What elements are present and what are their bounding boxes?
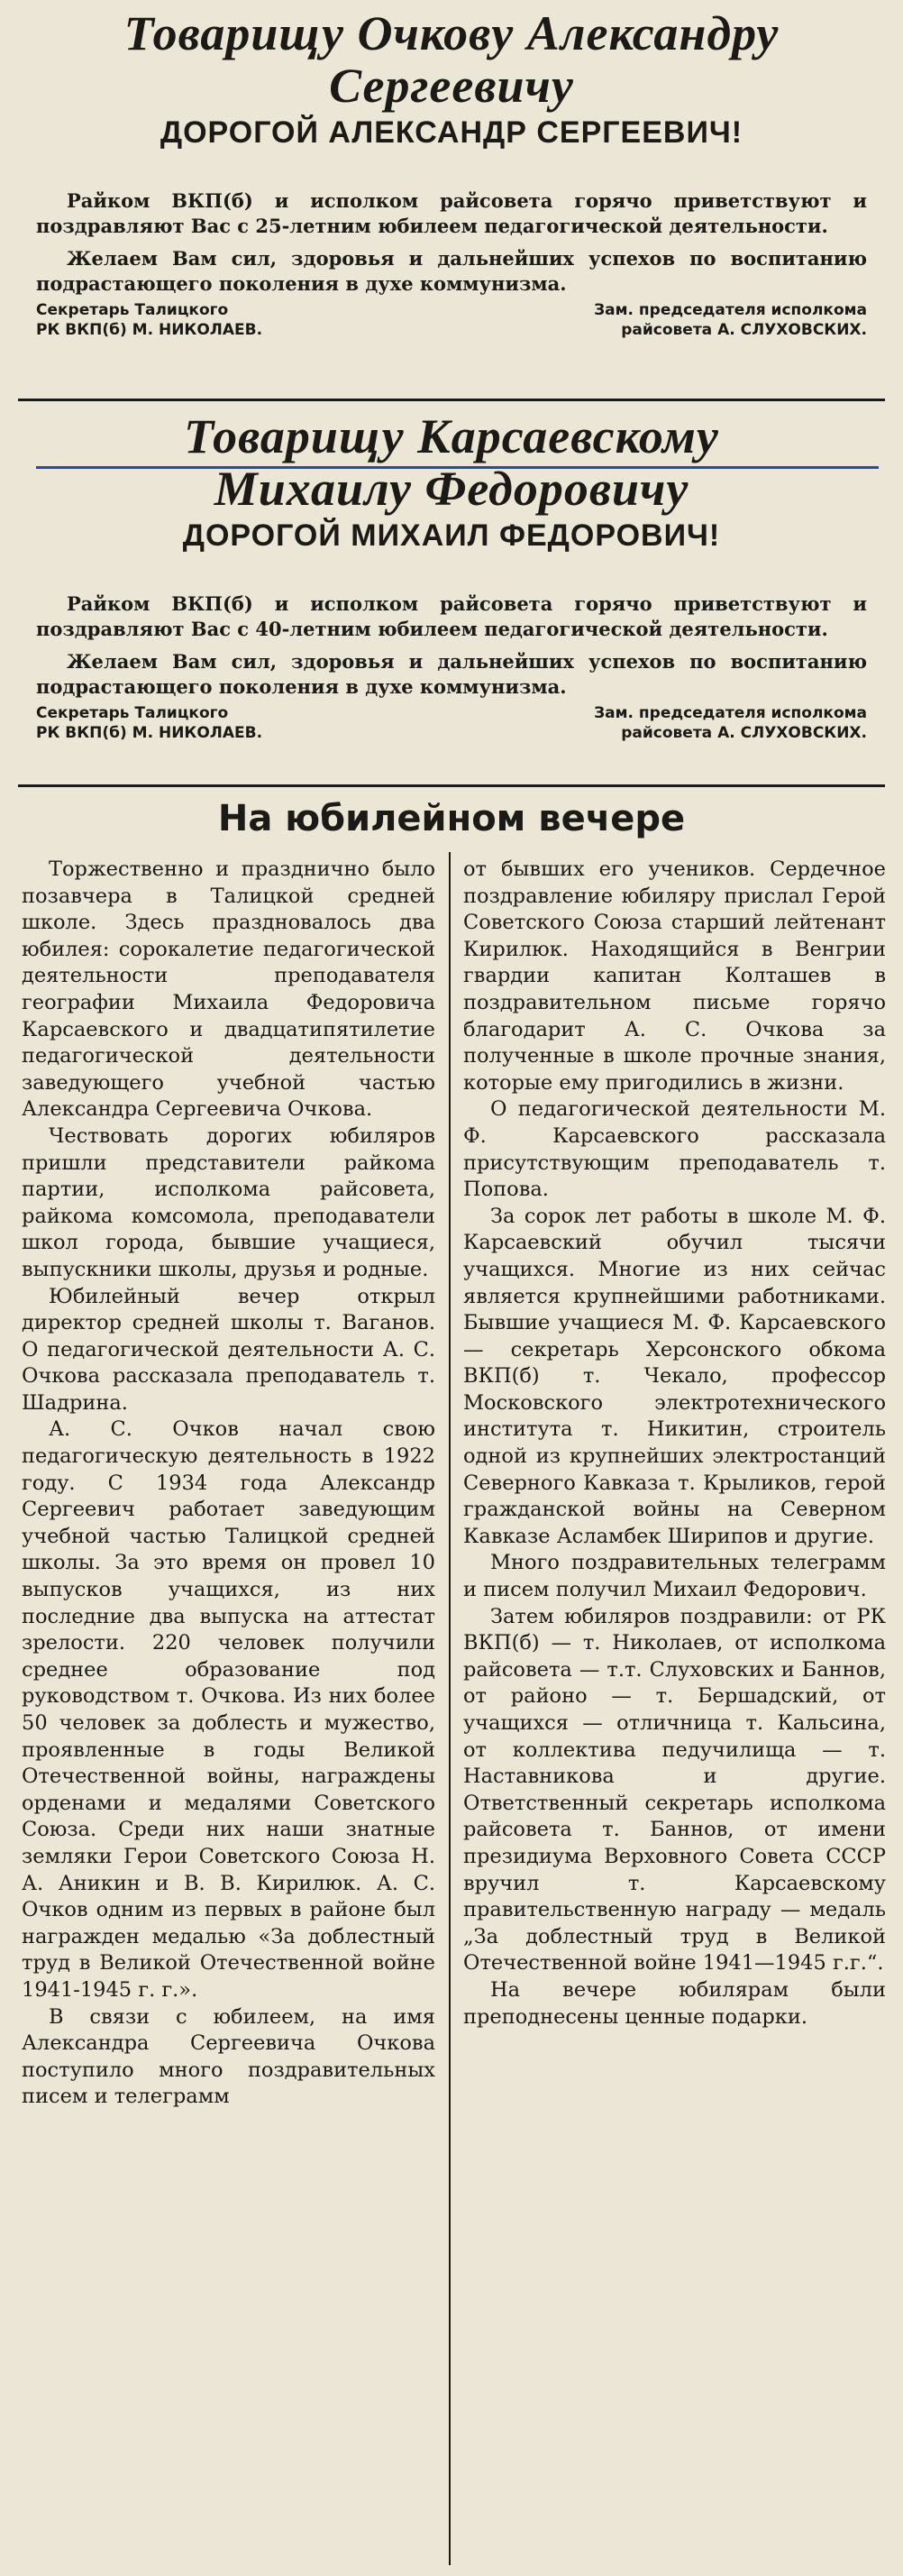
signature-title: Секретарь Талицкого (36, 704, 229, 722)
section-divider (18, 399, 885, 401)
greeting-karsaevsky-salutation: ДОРОГОЙ МИХАИЛ ФЕДОРОВИЧ! (182, 518, 721, 553)
article-paragraph: Юбилейный вечер открыл директор средней школы т. Ваганов. О педагогической деятельности А. С. Очкова рассказала преподаватель т. Шадрина. (22, 1284, 435, 1415)
blue-underline-mark (36, 466, 879, 469)
signature-title: Секретарь Талицкого (36, 301, 229, 319)
greeting-ochkov-title-line1: Товарищу Очкову Александру (123, 6, 780, 60)
article-paragraph: В связи с юбилеем, на имя Александра Сергеевича Очкова поступило много поздравительных писем и телеграмм (22, 2004, 435, 2109)
article-paragraph: Чествовать дорогих юбиляров пришли представители райкома партии, исполкома райсовета, райкома комсомола, преподаватели школ города, бывшие учащиеся, выпускники школы, друзья и родные. (22, 1123, 435, 1281)
greeting-ochkov-body1: Райком ВКП(б) и исполком райсовета горячо приветствуют и поздравляют Вас с 25-летним юбилеем педагогической деятельности. (36, 189, 867, 237)
article-paragraph: О педагогической деятельности М. Ф. Карсаевского рассказала присутствующим преподаватель т. Попова. (463, 1097, 886, 1202)
greeting-ochkov (0, 7, 903, 340)
column-divider (449, 852, 451, 2565)
greeting-ochkov-signature-left (36, 300, 262, 340)
greeting-ochkov-body2: Желаем Вам сил, здоровья и дальнейших успехов по воспитанию подрастающего поколения в духе коммунизма. (36, 247, 867, 295)
greeting-karsaevsky-body1: Райком ВКП(б) и исполком райсовета горячо приветствуют и поздравляют Вас с 40-летним юбилеем педагогической деятельности. (36, 592, 867, 640)
greeting-ochkov-salutation: ДОРОГОЙ АЛЕКСАНДР СЕРГЕЕВИЧ! (160, 115, 743, 150)
article-paragraph: Торжественно и празднично было позавчера в Талицкой средней школе. Здесь праздновалось два юбилея: сорокалетие педагогической деятельности преподавателя географии Михаила Федоровича Карсаевского и двадцатипятилетие педагогической деятельности заведующего учебной частью Александра Сергеевича Очкова. (22, 857, 435, 1122)
signature-name: райсовета А. СЛУХОВСКИХ. (621, 321, 867, 339)
signature-name: райсовета А. СЛУХОВСКИХ. (621, 724, 867, 742)
greeting-karsaevsky-title-line1: Товарищу Карсаевскому (184, 409, 719, 463)
section-divider (18, 784, 885, 787)
article-paragraph: Затем юбиляров поздравили: от РК ВКП(б) — т. Николаев, от исполкома райсовета — т.т. Слуховских и Баннов, от районо — т. Бершадский, от учащихся — отличница т. Кальсина, от коллектива педучилища — т. Наставникова и другие. Ответственный секретарь исполкома райсовета т. Баннов, от имени президиума Верховного Совета СССР вручил т. Карсаевскому правительственную награду — медаль „За доблестный труд в Великой Отечественной войне 1941—1945 г.г.“. (463, 1604, 886, 1976)
signature-title: Зам. председателя исполкома (594, 301, 867, 319)
article-column-right (463, 857, 886, 2031)
article-paragraph: На вечере юбилярам были преподнесены ценные подарки. (463, 1977, 886, 2029)
greeting-karsaevsky-signature-left (36, 703, 262, 743)
article-title: На юбилейном вечере (217, 798, 686, 839)
greeting-ochkov-signature-right (594, 300, 867, 340)
greeting-karsaevsky-signature-right (594, 703, 867, 743)
greeting-karsaevsky (0, 410, 903, 743)
greeting-karsaevsky-body2: Желаем Вам сил, здоровья и дальнейших успехов по воспитанию подрастающего поколения в духе коммунизма. (36, 650, 867, 698)
signature-name: РК ВКП(б) М. НИКОЛАЕВ. (36, 321, 263, 339)
signature-title: Зам. председателя исполкома (594, 704, 867, 722)
article-column-left (22, 857, 435, 2111)
article-paragraph: За сорок лет работы в школе М. Ф. Карсаевский обучил тысячи учащихся. Многие из них сейчас является крупнейшими работниками. Бывшие учащиеся М. Ф. Карсаевского — секретарь Херсонского обкома ВКП(б) т. Чекало, профессор Московского электротехнического института т. Никитин, строитель одной из крупнейших электростанций Северного Кавказа т. Крыликов, герой гражданской войны на Северном Кавказе Асламбек Ширипов и другие. (463, 1204, 886, 1548)
article-paragraph: от бывших его учеников. Сердечное поздравление юбиляру прислал Герой Советского Союза старший лейтенант Кирилюк. Находящийся в Венгрии гвардии капитан Колташев в поздравительном письме горячо благодарит А. С. Очкова за полученные в школе прочные знания, которые ему пригодились в жизни. (463, 857, 886, 1095)
signature-name: РК ВКП(б) М. НИКОЛАЕВ. (36, 724, 263, 742)
greeting-ochkov-title-line2: Сергеевичу (329, 59, 574, 113)
article-paragraph: Много поздравительных телеграмм и писем получил Михаил Федорович. (463, 1551, 886, 1602)
greeting-karsaevsky-title-line2: Михаилу Федоровичу (214, 462, 689, 516)
article-paragraph: А. С. Очков начал свою педагогическую деятельность в 1922 году. С 1934 года Александр Сергеевич работает заведующим учебной частью Талицкой средней школы. За это время он провел 10 выпусков учащихся, из них последние два выпуска на аттестат зрелости. 220 человек получили среднее образование под руководством т. Очкова. Из них более 50 человек за доблесть и мужество, проявленные в годы Великой Отечественной войны, награждены орденами и медалями Советского Союза. Среди них наши знатные земляки Герои Советского Союза Н. А. Аникин и В. В. Кирилюк. А. С. Очков одним из первых в районе был награжден медалью «За доблестный труд в Великой Отечественной войне 1941-1945 г. г.». (22, 1417, 435, 2002)
